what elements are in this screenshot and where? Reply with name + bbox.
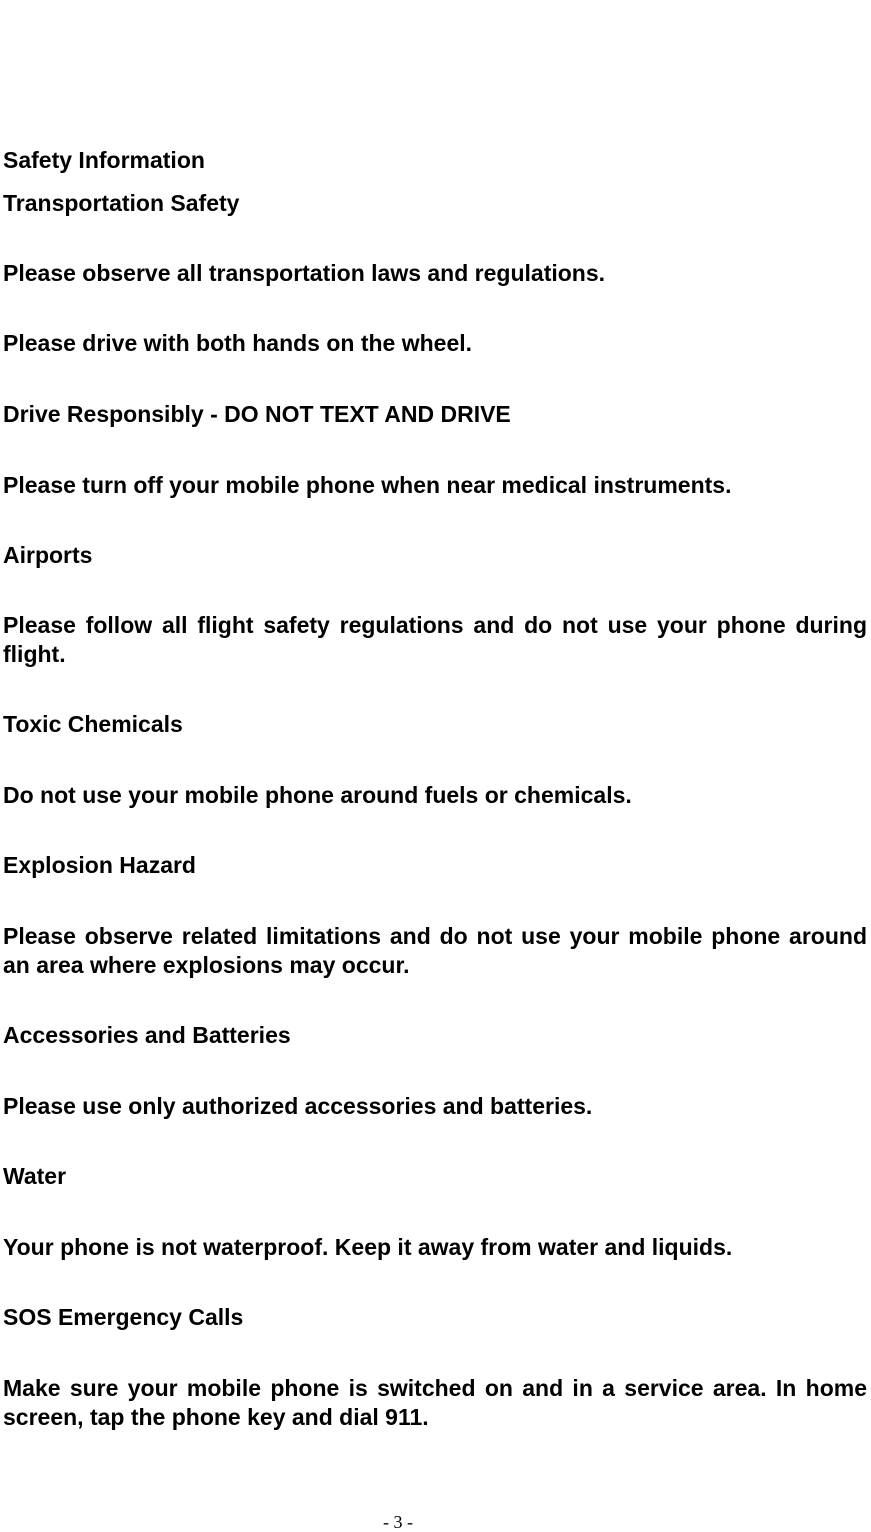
section-body-water: Your phone is not waterproof. Keep it away from water and liquids. bbox=[3, 1234, 733, 1260]
page-number: - 3 - bbox=[383, 1512, 413, 1532]
section-heading-toxic-chemicals: Toxic Chemicals bbox=[3, 711, 183, 737]
transportation-item-medical: Please turn off your mobile phone when near medical instruments. bbox=[3, 472, 732, 498]
section-heading-accessories-batteries: Accessories and Batteries bbox=[3, 1022, 291, 1048]
transportation-item-laws: Please observe all transportation laws and regulations. bbox=[3, 260, 606, 286]
section-body-explosion-hazard: Please observe related limitations and do not use your mobile phone around an area where explosions may occur. bbox=[3, 923, 867, 978]
page-title: Safety Information bbox=[3, 147, 205, 173]
transportation-item-drive-responsibly: Drive Responsibly - DO NOT TEXT AND DRIVE bbox=[3, 401, 511, 427]
section-heading-water: Water bbox=[3, 1163, 67, 1189]
section-heading-sos-emergency-calls: SOS Emergency Calls bbox=[3, 1304, 244, 1330]
section-heading-airports: Airports bbox=[3, 542, 93, 568]
section-heading-explosion-hazard: Explosion Hazard bbox=[3, 852, 196, 878]
section-body-airports: Please follow all flight safety regulations and do not use your phone during flight. bbox=[3, 612, 867, 667]
section-body-sos-emergency-calls: Make sure your mobile phone is switched on and in a service area. In home screen, tap the phone key and dial 911. bbox=[3, 1375, 867, 1430]
section-body-toxic-chemicals: Do not use your mobile phone around fuels or chemicals. bbox=[3, 782, 632, 808]
section-body-accessories-batteries: Please use only authorized accessories and batteries. bbox=[3, 1093, 593, 1119]
transportation-item-hands: Please drive with both hands on the wheel. bbox=[3, 330, 473, 356]
section-heading-transportation-safety: Transportation Safety bbox=[3, 190, 240, 216]
